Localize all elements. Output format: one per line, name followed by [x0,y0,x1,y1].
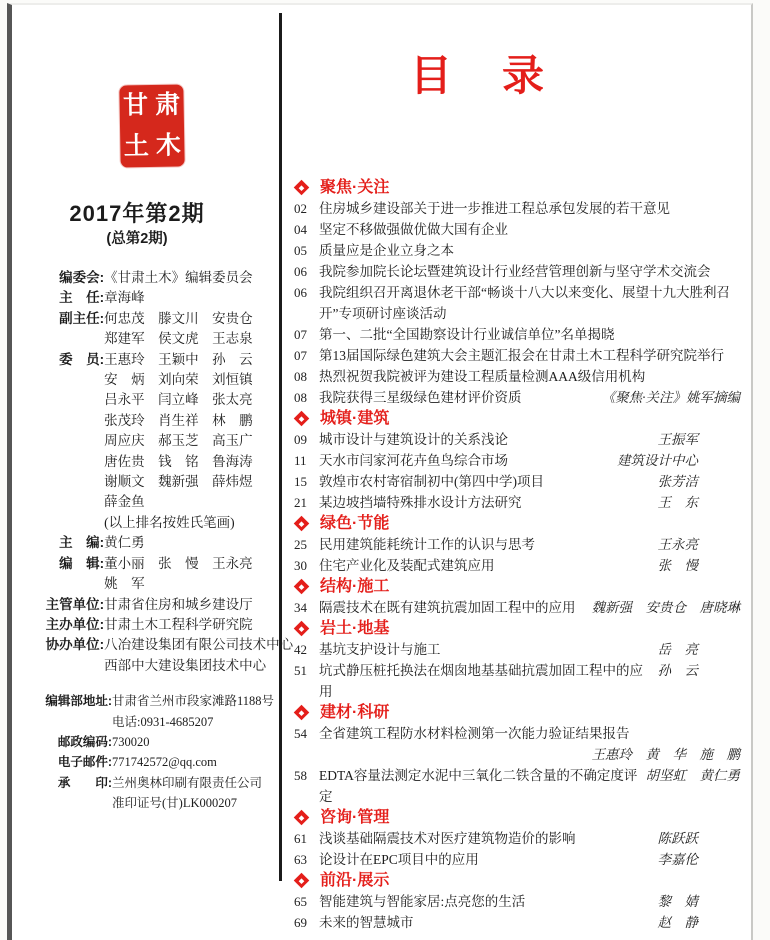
section-diamond-icon [294,873,310,889]
journal-seal-logo [119,84,184,167]
toc-item-page: 11 [294,453,307,468]
toc-item-page: 58 [294,768,307,783]
masthead-row [42,554,278,574]
masthead-label: 编辑部地址: [45,694,112,709]
toc-item [294,597,744,618]
masthead-row-continuation [42,513,278,533]
masthead-row [42,635,294,655]
toc-sections [294,177,744,933]
toc-item-page: 51 [294,663,307,678]
masthead-row [42,773,278,793]
toc-item-page: 07 [294,327,307,342]
toc-item-authors: 王 东 [657,495,698,510]
toc-item-authors: 孙 云 [657,663,698,678]
toc-item [294,534,744,555]
toc-item [294,219,744,240]
toc-item-title: 未来的智慧城市 [319,915,414,930]
toc-item [294,891,744,912]
toc-section-name: 城镇·建筑 [320,410,390,427]
toc-item-page: 69 [294,915,307,930]
masthead-value: 郑建军 侯文虎 王志泉 [104,331,253,347]
masthead-label: 编 辑: [59,555,105,571]
masthead-row-continuation [42,452,278,472]
column-divider [279,13,282,881]
toc-item-page: 06 [294,285,307,300]
toc-item-authors: 赵 静 [657,915,698,930]
toc-item-title: 我院组织召开离退休老干部“畅谈十八大以来变化、展望十九大胜利召开”专项研讨座谈活动 [319,285,730,321]
masthead-value: 准印证号(甘)LK000207 [112,796,237,811]
masthead-row [42,288,278,308]
masthead-label: 主管单位: [45,596,105,612]
masthead-label: 主办单位: [45,616,105,632]
toc-section-header [294,177,744,198]
masthead-value: 黄仁勇 [104,535,145,551]
toc-section-name: 结构·施工 [320,578,390,595]
toc-item [294,828,744,849]
toc-item-page: 61 [294,831,307,846]
toc-item-page: 42 [294,642,307,657]
toc-item-authors: 王振军 [657,432,698,447]
toc-section-name: 绿色·节能 [320,515,390,532]
masthead-row [42,595,278,615]
masthead-row-continuation [42,492,278,512]
section-diamond-icon [294,621,310,637]
masthead-label: 编委会: [59,270,105,285]
toc-section-header [294,576,744,597]
masthead-value: 董小丽 张 慢 王永亮 [104,555,253,571]
toc-item-authors: 岳 亮 [657,642,698,657]
issue-subtitle: (总第2期) [106,231,168,247]
seal-char: 肃 [154,91,181,119]
masthead-value: 薛金鱼 [104,494,145,510]
masthead-block [42,268,294,676]
masthead-row-continuation [42,411,278,431]
toc-item-page: 04 [294,222,307,237]
toc-item-title: 智能建筑与智能家居:点亮您的生活 [319,894,526,909]
toc-item [294,324,744,345]
masthead-row [42,309,278,329]
masthead-row-continuation [42,574,278,594]
toc-item [294,429,744,450]
seal-char: 土 [123,133,150,161]
masthead-row [42,732,278,752]
toc-item-page: 02 [294,201,307,216]
masthead-row-continuation [42,793,278,813]
masthead-value: 唐佐贵 钱 铭 鲁海涛 [104,453,253,469]
toc-page-title: 目 录 [410,52,549,99]
masthead-label: 副主任: [59,310,105,326]
toc-item-authors: 魏新强 安贵仓 唐晓琳 [591,600,740,615]
toc-item [294,387,744,408]
masthead-value: (以上排名按姓氏笔画) [104,514,235,530]
masthead-row [42,615,278,635]
masthead-value: 周应庆 郝玉芝 高玉广 [104,433,253,449]
section-diamond-icon [294,579,310,595]
masthead-value: 何忠茂 滕文川 安贵仓 [104,310,253,326]
toc-item [294,849,744,870]
toc-item-title: EDTA容量法测定水泥中三氧化二铁含量的不确定度评定 [319,768,638,804]
toc-section-name: 建材·科研 [320,704,390,721]
issue-block [22,201,252,251]
toc-item-title: 住宅产业化及装配式建筑应用 [319,558,495,573]
masthead-value: 甘肃省住房和城乡建设厅 [104,596,253,612]
toc-section-header [294,618,744,639]
masthead-value: 谢顺文 魏新强 薛炜煜 [104,474,253,490]
toc-item-page: 05 [294,243,307,258]
toc-item [294,492,744,513]
masthead-label: 承 印: [57,775,112,790]
toc-item-authors: 建筑设计中心 [617,453,698,468]
masthead-value: 电话:0931-4685207 [112,714,214,729]
toc-item-page: 21 [294,495,307,510]
toc-item-authors-row [294,744,744,765]
toc-item-title: 某边坡挡墙特殊排水设计方法研究 [319,495,522,510]
masthead-row [42,350,278,370]
masthead-value: 《甘肃土木》编辑委员会 [104,270,253,285]
toc-item-title: 敦煌市农村寄宿制初中(第四中学)项目 [319,474,544,489]
masthead-value: 章海峰 [104,290,145,306]
toc-item-title: 基坑支护设计与施工 [319,642,441,657]
masthead-row [42,268,278,288]
toc-item [294,240,744,261]
toc-item [294,198,744,219]
toc-item-page: 07 [294,348,307,363]
toc-item-authors: 李嘉伦 [657,852,698,867]
toc-item-title: 住房城乡建设部关于进一步推进工程总承包发展的若干意见 [319,201,670,216]
masthead-value: 吕永平 闫立峰 张太亮 [104,392,253,408]
toc-item-title: 坑式静压桩托换法在烟囱地基基础抗震加固工程中的应用 [319,663,643,699]
toc-item-page: 25 [294,537,307,552]
toc-item [294,555,744,576]
toc-item-page: 08 [294,369,307,384]
toc-item [294,765,744,807]
toc-item [294,261,744,282]
toc-section-name: 岩土·地基 [320,620,390,637]
toc-item-title: 质量应是企业立身之本 [319,243,454,258]
toc-item-title: 全省建筑工程防水材料检测第一次能力验证结果报告 [319,726,630,741]
toc-section-name: 前沿·展示 [320,872,390,889]
toc-item-authors: 张芳洁 [657,474,698,489]
toc-column [294,5,744,933]
masthead-label: 协办单位: [45,637,105,653]
issue-title: 2017年第2期 [69,201,205,226]
seal-char: 甘 [122,92,149,120]
toc-item-title: 我院获得三星级绿色建材评价资质 [319,390,522,405]
toc-section-header [294,702,744,723]
toc-item-page: 63 [294,852,307,867]
toc-item-page: 08 [294,390,307,405]
toc-item [294,639,744,660]
masthead-label: 邮政编码: [57,734,112,749]
toc-item-title: 第13届国际绿色建筑大会主题汇报会在甘肃土木工程科学研究院举行 [319,348,724,363]
toc-item-title: 天水市闫家河花卉鱼鸟综合市场 [319,453,508,468]
toc-item [294,345,744,366]
toc-item [294,450,744,471]
section-diamond-icon [294,411,310,427]
toc-item [294,660,744,702]
toc-section-header [294,807,744,828]
toc-item-authors: 张 慢 [657,558,698,573]
toc-item-title: 民用建筑能耗统计工作的认识与思考 [319,537,535,552]
masthead-label: 电子邮件: [57,755,112,770]
toc-item-title: 热烈祝贺我院被评为建设工程质量检测AAA级信用机构 [319,369,646,384]
masthead-row-continuation [42,472,278,492]
toc-item-authors: 黎 婧 [657,894,698,909]
masthead-value: 王惠玲 王颖中 孙 云 [104,351,253,367]
toc-item-title: 坚定不移做强做优做大国有企业 [319,222,508,237]
toc-item-page: 34 [294,600,307,615]
section-diamond-icon [294,516,310,532]
masthead-value: 甘肃土木工程科学研究院 [104,616,253,632]
toc-item-title: 论设计在EPC项目中的应用 [319,852,479,867]
toc-item-authors: 《聚焦·关注》姚军摘编 [601,390,740,405]
masthead-row [42,752,278,772]
masthead-row-continuation [42,712,278,732]
toc-section-name: 咨询·管理 [320,809,390,826]
toc-item-page: 15 [294,474,307,489]
toc-item-page: 54 [294,726,307,741]
toc-item [294,471,744,492]
masthead-row-continuation [42,390,278,410]
toc-section-header [294,513,744,534]
toc-item-title: 浅谈基础隔震技术对医疗建筑物造价的影响 [319,831,576,846]
toc-item-authors: 陈跃跃 [657,831,698,846]
section-diamond-icon [294,705,310,721]
section-diamond-icon [294,810,310,826]
masthead-row [42,533,278,553]
masthead-row-continuation [42,329,278,349]
masthead-row-continuation [42,431,278,451]
masthead-value: 安 炳 刘向荣 刘恒镇 [104,372,253,388]
toc-item [294,366,744,387]
contact-block [42,691,278,813]
toc-item-authors: 王惠玲 黄 华 施 鹏 [591,747,740,762]
toc-item-authors: 王永亮 [657,537,698,552]
toc-item-page: 09 [294,432,307,447]
toc-item-title: 城市设计与建筑设计的关系浅论 [319,432,508,447]
toc-item [294,723,744,744]
masthead-row-continuation [42,656,278,676]
journal-toc-page [7,3,753,940]
masthead-value: 甘肃省兰州市段家滩路1188号 [112,694,275,709]
toc-item-title: 第一、二批“全国勘察设计行业诚信单位”名单揭晓 [319,327,615,342]
toc-item-title: 我院参加院长论坛暨建筑设计行业经营管理创新与坚守学术交流会 [319,264,711,279]
toc-item [294,912,744,933]
toc-item [294,282,744,324]
toc-item-title: 隔震技术在既有建筑抗震加固工程中的应用 [319,600,576,615]
toc-item-page: 65 [294,894,307,909]
toc-item-authors: 胡坚虹 黄仁勇 [645,768,740,783]
toc-section-header [294,408,744,429]
left-column [12,5,294,814]
masthead-value: 张茂玲 肖生祥 林 鹏 [104,412,253,428]
toc-section-name: 聚焦·关注 [320,179,390,196]
toc-section-header [294,870,744,891]
masthead-row [42,691,278,711]
masthead-label: 委 员: [59,351,105,367]
masthead-value: 771742572@qq.com [112,755,217,770]
toc-item-page: 30 [294,558,307,573]
masthead-value: 兰州奥林印刷有限责任公司 [112,775,263,790]
masthead-label: 主 任: [59,290,105,306]
masthead-value: 八冶建设集团有限公司技术中心 [104,637,294,653]
section-diamond-icon [294,180,310,196]
masthead-label: 主 编: [59,535,105,551]
masthead-value: 西部中大建设集团技术中心 [104,657,267,673]
seal-char: 木 [155,132,182,160]
masthead-value: 姚 军 [104,576,145,592]
toc-item-page: 06 [294,264,307,279]
masthead-row-continuation [42,370,278,390]
masthead-value: 730020 [112,734,150,749]
